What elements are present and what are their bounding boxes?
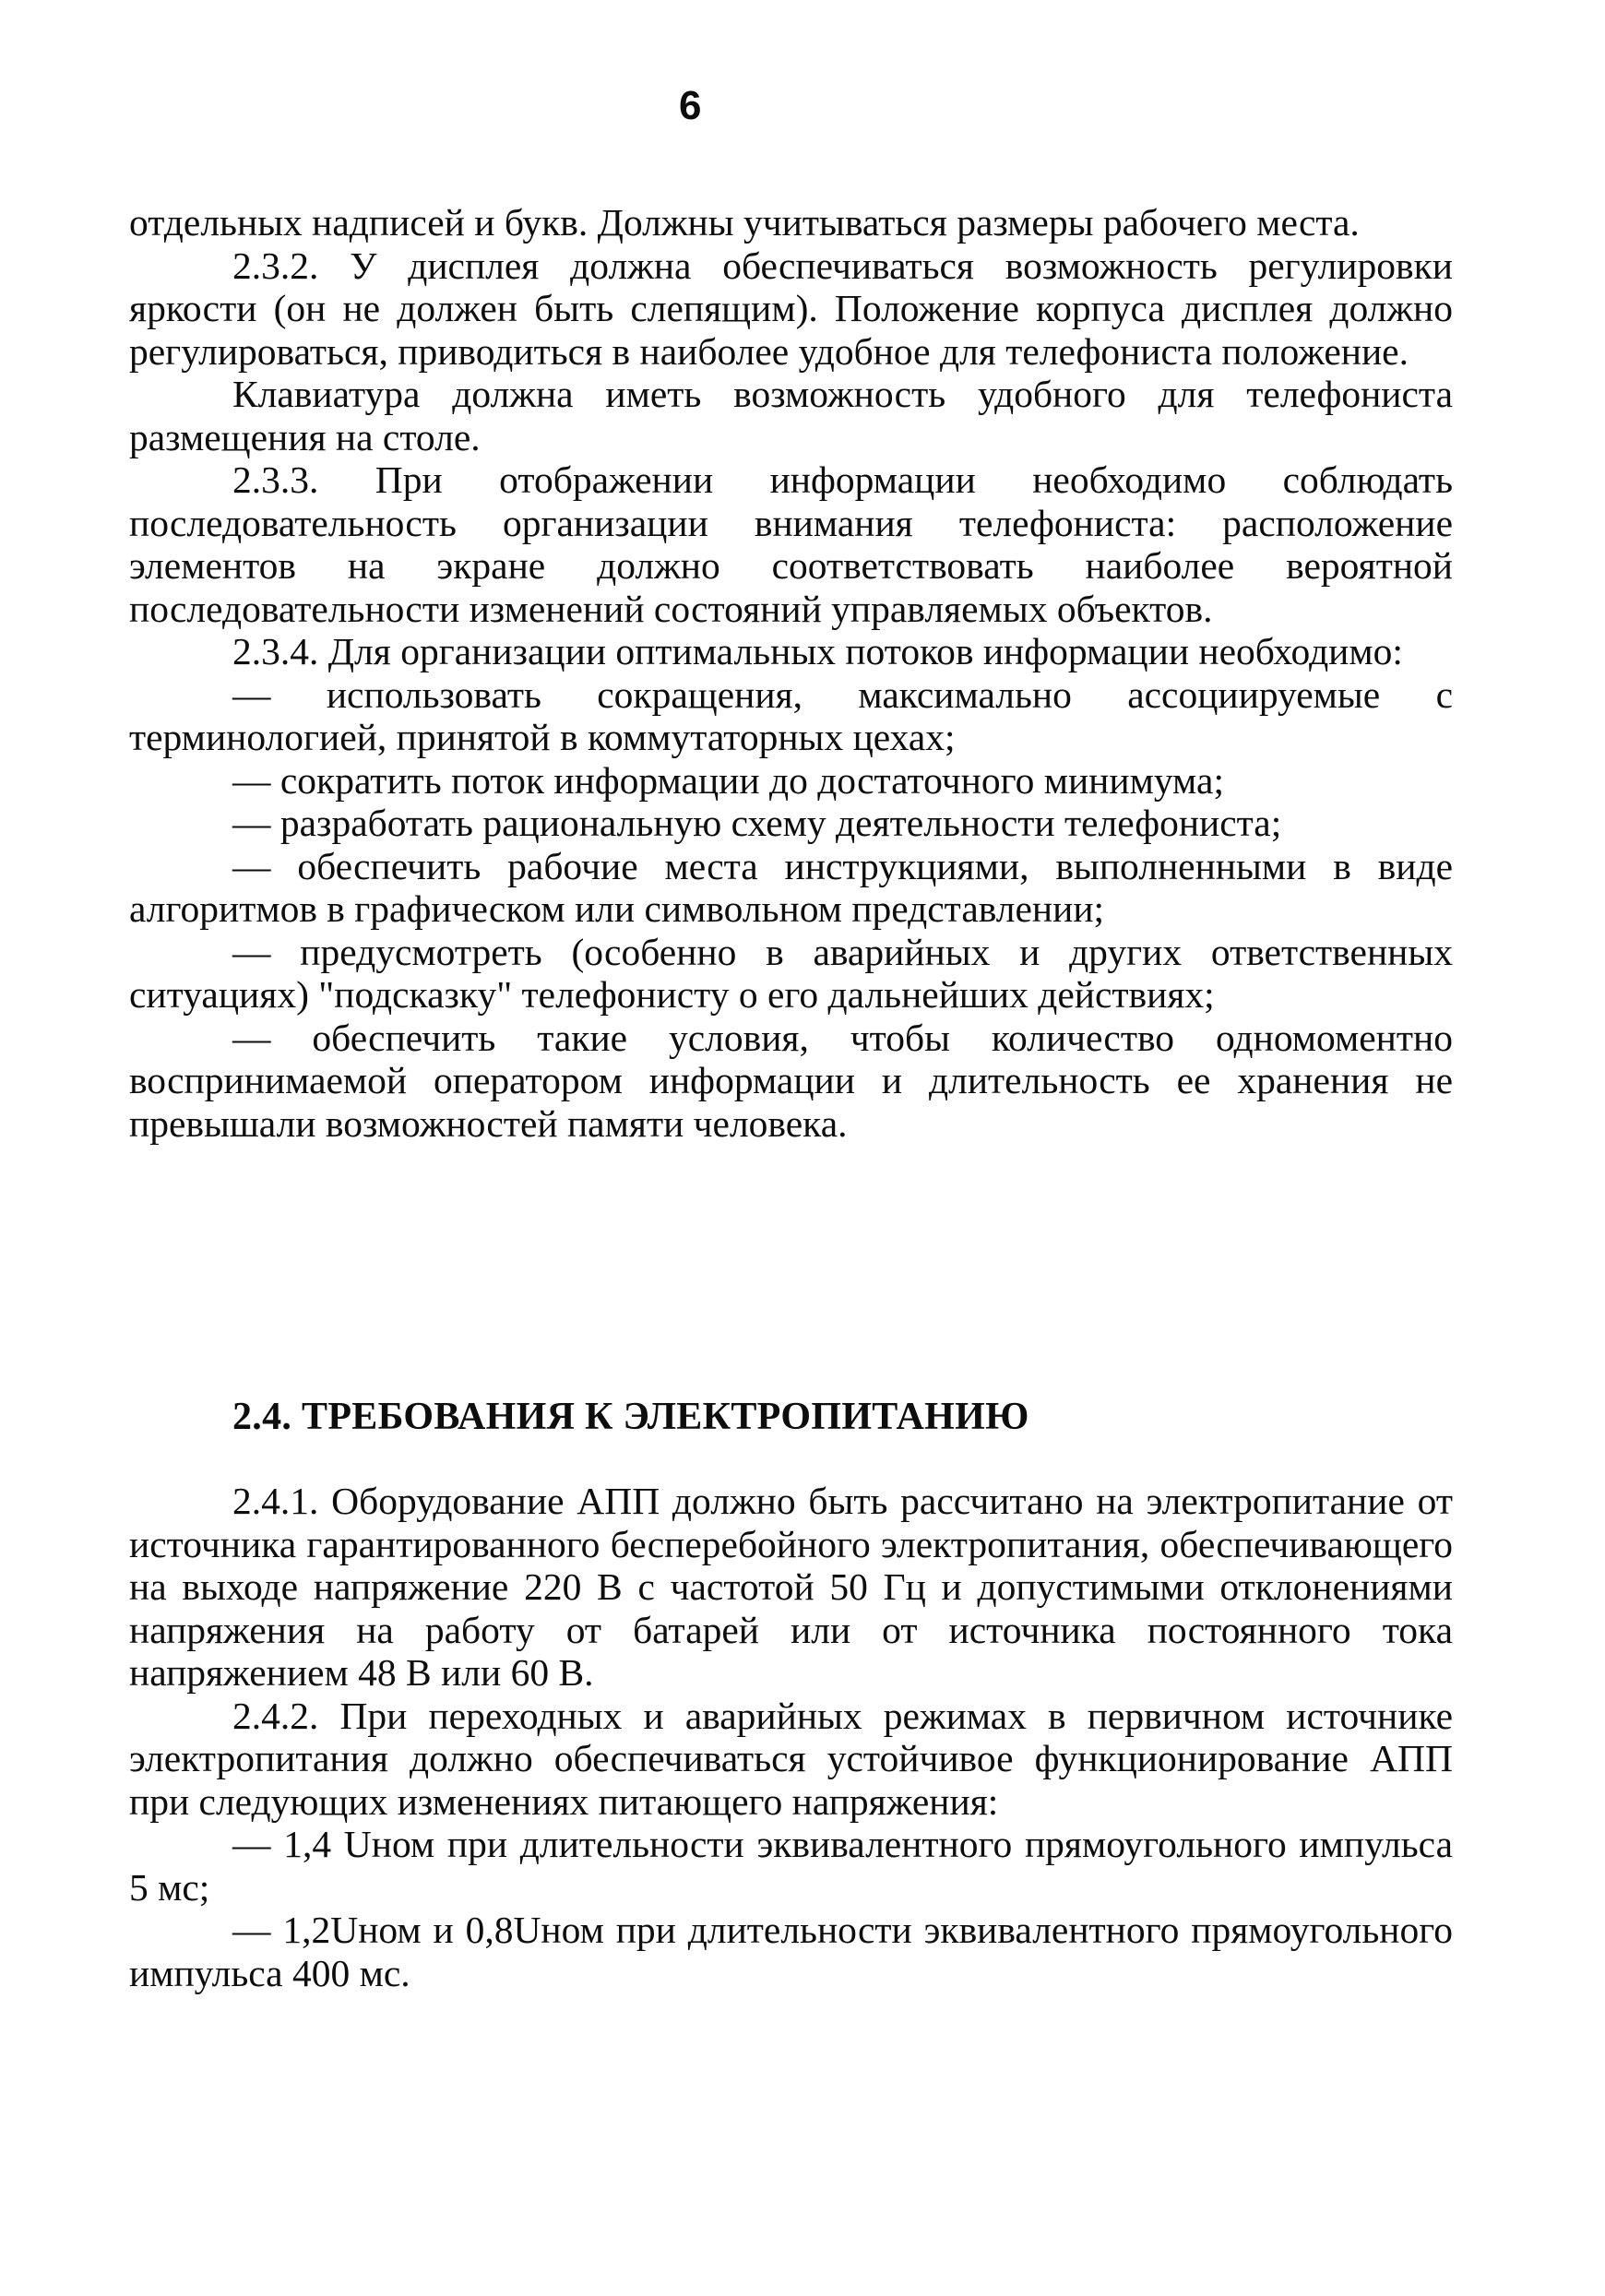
page-number: 6 bbox=[679, 83, 702, 128]
list-item: — использовать сокращения, максимально ассоциируемые с терминологией, принятой в коммутаторных цехах; bbox=[129, 672, 1453, 758]
section-heading: 2.4. ТРЕБОВАНИЯ К ЭЛЕКТРОПИТАНИЮ bbox=[232, 1396, 1029, 1438]
list-item: — 1,4 Uном при длительности эквивалентного прямоугольного импульса 5 мс; bbox=[129, 1823, 1453, 1909]
section-2-4-body bbox=[129, 1480, 1453, 1994]
paragraph: отдельных надписей и букв. Должны учитываться размеры рабочего места. bbox=[129, 201, 1360, 244]
list-item: — обеспечить такие условия, чтобы количество одномоментно воспринимаемой оператором информации и длительность ее хранения не превышали возможностей памяти человека. bbox=[129, 1016, 1453, 1145]
section-2-3-body bbox=[129, 201, 1453, 1145]
paragraph: 2.3.3. При отображении информации необходимо соблюдать последовательность организации внимания телефониста: расположение элементов на экране должно соответствовать наиболее вероятной последовательности изменений состояний управляемых объектов. bbox=[129, 458, 1453, 630]
paragraph: 2.4.2. При переходных и аварийных режимах в первичном источнике электропитания должно обеспечиваться устойчивое функционирование АПП при следующих изменениях питающего напряжения: bbox=[129, 1694, 1453, 1823]
paragraph: 2.3.4. Для организации оптимальных потоков информации необходимо: bbox=[232, 630, 1403, 672]
list-item: — 1,2Uном и 0,8Uном при длительности эквивалентного прямоугольного импульса 400 мс. bbox=[129, 1909, 1453, 1994]
list-item: — обеспечить рабочие места инструкциями, выполненными в виде алгоритмов в графическом или символьном представлении; bbox=[129, 844, 1453, 930]
paragraph: 2.3.2. У дисплея должна обеспечиваться возможность регулировки яркости (он не должен быть слепящим). Положение корпуса дисплея должно регулироваться, приводиться в наиболее удобное для телефониста положение. bbox=[129, 244, 1453, 373]
list-item: — разработать рациональную схему деятельности телефониста; bbox=[232, 802, 1282, 844]
paragraph: 2.4.1. Оборудование АПП должно быть рассчитано на электропитание от источника гарантированного бесперебойного электропитания, обеспечивающего на выходе напряжение 220 В с частотой 50 Гц и допустимыми отклонениями напряжения на работу от батарей или от источника постоянного тока напряжением 48 В или 60 В. bbox=[129, 1480, 1453, 1694]
paragraph: Клавиатура должна иметь возможность удобного для телефониста размещения на столе. bbox=[129, 373, 1453, 458]
list-item: — предусмотреть (особенно в аварийных и других ответственных ситуациях) "подсказку" телефонисту о его дальнейших действиях; bbox=[129, 930, 1453, 1016]
list-item: — сократить поток информации до достаточного минимума; bbox=[232, 758, 1224, 802]
